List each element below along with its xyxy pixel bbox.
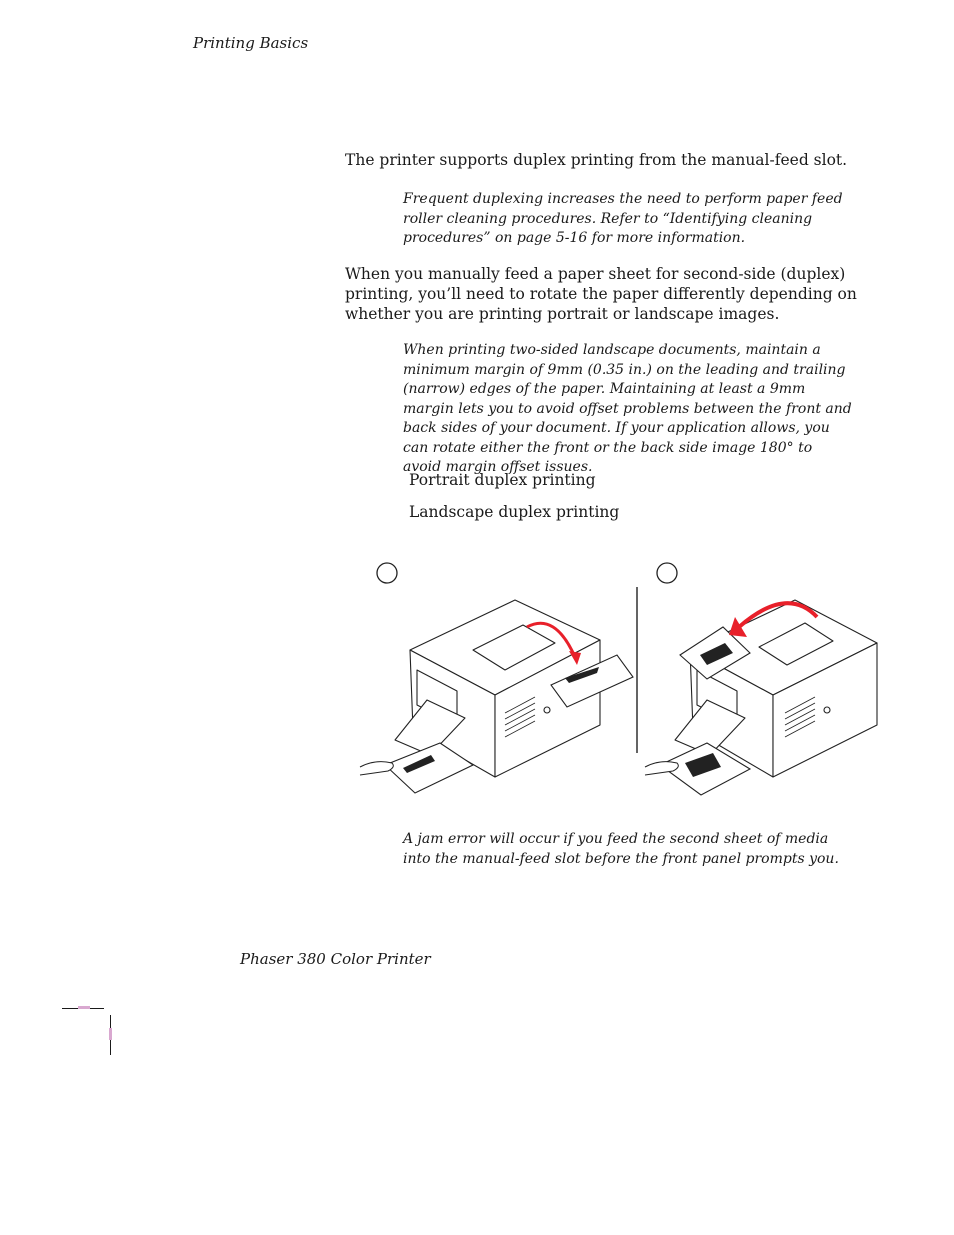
intro-paragraph: The printer supports duplex printing from the manual-feed slot. [345,151,848,169]
running-header: Printing Basics [193,34,309,52]
margin-note: When printing two-sided landscape documents, maintain a minimum margin of 9mm (0.35 in.) on the leading and trailing (narrow) edges of the paper. Maintaining at least a 9mm margin lets you to avoid offset problems between the front and back sides of your document. If your application allows, you can rotate either the front or the back side image 180° to avoid margin offset issues. [403,342,852,475]
list-item-landscape: Landscape duplex printing [409,503,620,521]
crop-mark-accent-vertical [109,1028,112,1040]
list-item-portrait: Portrait duplex printing [409,471,596,489]
hand-portrait [360,762,393,775]
crop-mark-accent [78,1006,90,1009]
duplex-feed-illustration [355,555,885,800]
cleaning-note: Frequent duplexing increases the need to perform paper feed roller cleaning procedures. Refer to “Identifying cleaning procedures” on page 5-16 for more information. [403,191,843,246]
callout-circle-portrait [377,563,397,583]
callout-circle-landscape [657,563,677,583]
rotation-paragraph: When you manually feed a paper sheet for second-side (duplex) printing, you’ll need to rotate the paper differently depending on whether you are printing portrait or landscape images. [345,265,857,323]
jam-warning-note: A jam error will occur if you feed the second sheet of media into the manual-feed slot before the front panel prompts you. [403,831,839,867]
footer-product-name: Phaser 380 Color Printer [240,950,431,968]
